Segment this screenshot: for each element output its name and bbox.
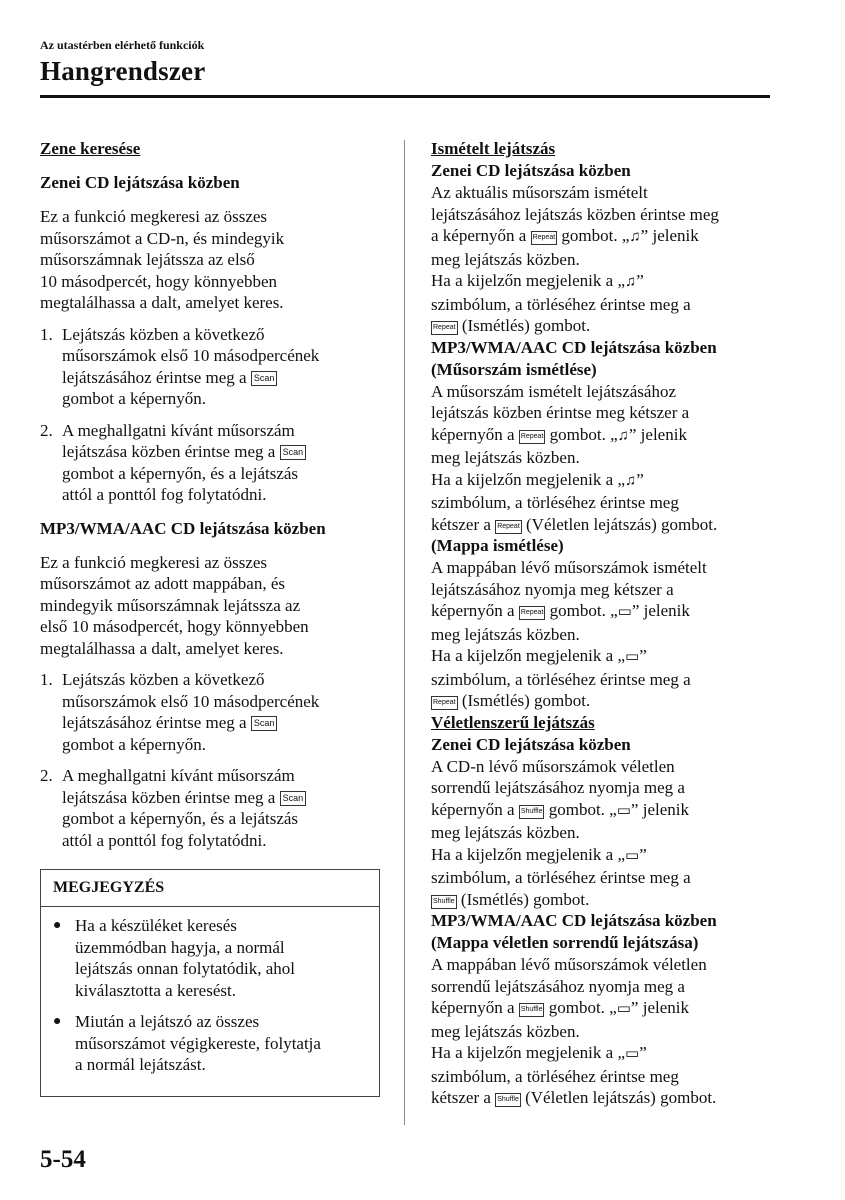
repeat-button: Repeat [519,606,546,620]
bullet-icon: ● [53,1014,62,1029]
step-2: 2. A meghallgatni kívánt műsorszám lejátszása közben érintse meg a Scan gombot a képernyőn, és a lejátszás attól a ponttól fog folytatódni. [40,765,385,851]
heading-shuffle: Véletlenszerű lejátszás [431,712,595,732]
heading-repeat: Ismételt lejátszás [431,139,556,158]
section-header: Az utastérben elérhető funkciók [40,38,205,52]
subheading-mp3: MP3/WMA/AAC CD lejátszása közben [40,518,326,538]
repeat-button: Repeat [431,696,458,710]
repeat-button: Repeat [495,520,522,534]
scan-button: Scan [251,371,278,386]
note-icon: ♫ [629,229,641,245]
subheading-track-repeat: (Műsorszám ismétlése) [431,359,597,379]
step-1: 1. Lejátszás közben a következő műsorszámok első 10 másodpercének lejátszásához érintse meg a Scan gombot a képernyőn. [40,670,320,754]
subheading-cd: Zenei CD lejátszása közben [40,173,240,192]
folder-icon: ▭ [625,847,640,864]
folder-icon: ▭ [625,1046,640,1062]
subheading-mp3: MP3/WMA/AAC CD lejátszása közben [431,337,717,357]
shuffle-button: Shuffle [431,895,457,909]
repeat-button: Repeat [531,231,558,245]
note-title: MEGJEGYZÉS [41,870,379,907]
repeat-button: Repeat [519,430,546,444]
left-column [40,138,385,1097]
step-1: 1. Lejátszás közben a következő műsorszámok első 10 másodpercének lejátszásához érintse meg a Scan gombot a képernyőn. [40,324,320,408]
page-number: 5-54 [40,1146,86,1173]
heading-search: Zene keresése [40,139,141,158]
paragraph-folder-shuffle: A mappában lévő műsorszámok véletlen sorrendű lejátszásához nyomja meg a képernyőn a Shuffle gombot. „▭” jelenik meg lejátszás közben. Ha a kijelzőn megjelenik a „▭” szimbólum, a törléséhez érintse meg kétszer a Shuffle (Véletlen lejátszás) gombot. [431,955,717,1107]
subheading-folder-shuffle: (Mappa véletlen sorrendű lejátszása) [431,933,699,952]
repeat-button: Repeat [431,321,458,335]
folder-icon: ▭ [625,649,640,665]
right-column [431,138,776,1109]
column-divider [404,140,405,1125]
scan-button: Scan [280,791,307,806]
scan-button: Scan [251,716,278,731]
title-rule [40,95,770,98]
folder-icon: ▭ [617,604,632,620]
shuffle-button: Shuffle [519,1003,545,1017]
note-bullet: ● Miután a lejátszó az összes műsorszámot végigkereste, folytatja a normál lejátszást. [53,1012,321,1074]
paragraph-mp3: Ez a funkció megkeresi az összes műsorszámot az adott mappában, és mindegyik műsorszámnak lejátssza az első 10 másodpercét, hogy könnyebben megtalálhassa a dalt, amelyet keres. [40,552,309,658]
bullet-icon: ● [53,918,62,933]
note-box [40,869,380,1097]
note-bullet: ● Ha a készüléket keresés üzemmódban hagyja, a normál lejátszás onnan folytatódik, ahol kiválasztotta a keresést. [53,916,295,1000]
shuffle-button: Shuffle [519,805,545,819]
subheading-cd: Zenei CD lejátszása közben [431,161,631,180]
folder-icon: ▭ [616,802,631,819]
shuffle-button: Shuffle [495,1093,521,1107]
folder-icon: ▭ [616,1001,631,1017]
subheading-cd: Zenei CD lejátszása közben [431,734,631,754]
paragraph-shuffle-cd: A CD-n lévő műsorszámok véletlen sorrendű lejátszásához nyomja meg a képernyőn a Shuffle gombot. „▭” jelenik meg lejátszás közben. Ha a kijelzőn megjelenik a „▭” szimbólum, a törléséhez érintse meg a Shuffle (Ismétlés) gombot. [431,756,691,909]
scan-button: Scan [280,445,307,460]
note-icon: ♫ [625,472,637,489]
paragraph-repeat-cd: Az aktuális műsorszám ismételt lejátszásához lejátszás közben érintse meg a képernyőn a Repeat gombot. „♫” jelenik meg lejátszás közben. Ha a kijelzőn megjelenik a „♫” szimbólum, a törléséhez érintse meg a Repeat (Ismétlés) gombot. [431,183,719,335]
step-2: 2. A meghallgatni kívánt műsorszám lejátszása közben érintse meg a Scan gombot a képernyőn, és a lejátszás attól a ponttól fog folytatódni. [40,420,385,506]
page-title: Hangrendszer [40,56,206,86]
note-icon: ♫ [617,427,629,444]
subheading-mp3: MP3/WMA/AAC CD lejátszása közben [431,911,717,930]
paragraph-folder-repeat: A mappában lévő műsorszámok ismételt lejátszásához nyomja meg kétszer a képernyőn a Repeat gombot. „▭” jelenik meg lejátszás közben. Ha a kijelzőn megjelenik a „▭” szimbólum, a törléséhez érintse meg a Repeat (Ismétlés) gombot. [431,558,707,710]
subheading-folder-repeat: (Mappa ismétlése) [431,536,564,555]
paragraph-track-repeat: A műsorszám ismételt lejátszásához lejátszás közben érintse meg kétszer a képernyőn a Repeat gombot. „♫” jelenik meg lejátszás közben. Ha a kijelzőn megjelenik a „♫” szimbólum, a törléséhez érintse meg kétszer a Repeat (Véletlen lejátszás) gombot. [431,381,718,534]
note-icon: ♫ [625,274,637,290]
paragraph-cd: Ez a funkció megkeresi az összes műsorszámot a CD-n, és mindegyik műsorszámnak lejátssza az első 10 másodpercét, hogy könnyebben megtalálhassa a dalt, amelyet keres. [40,207,285,312]
